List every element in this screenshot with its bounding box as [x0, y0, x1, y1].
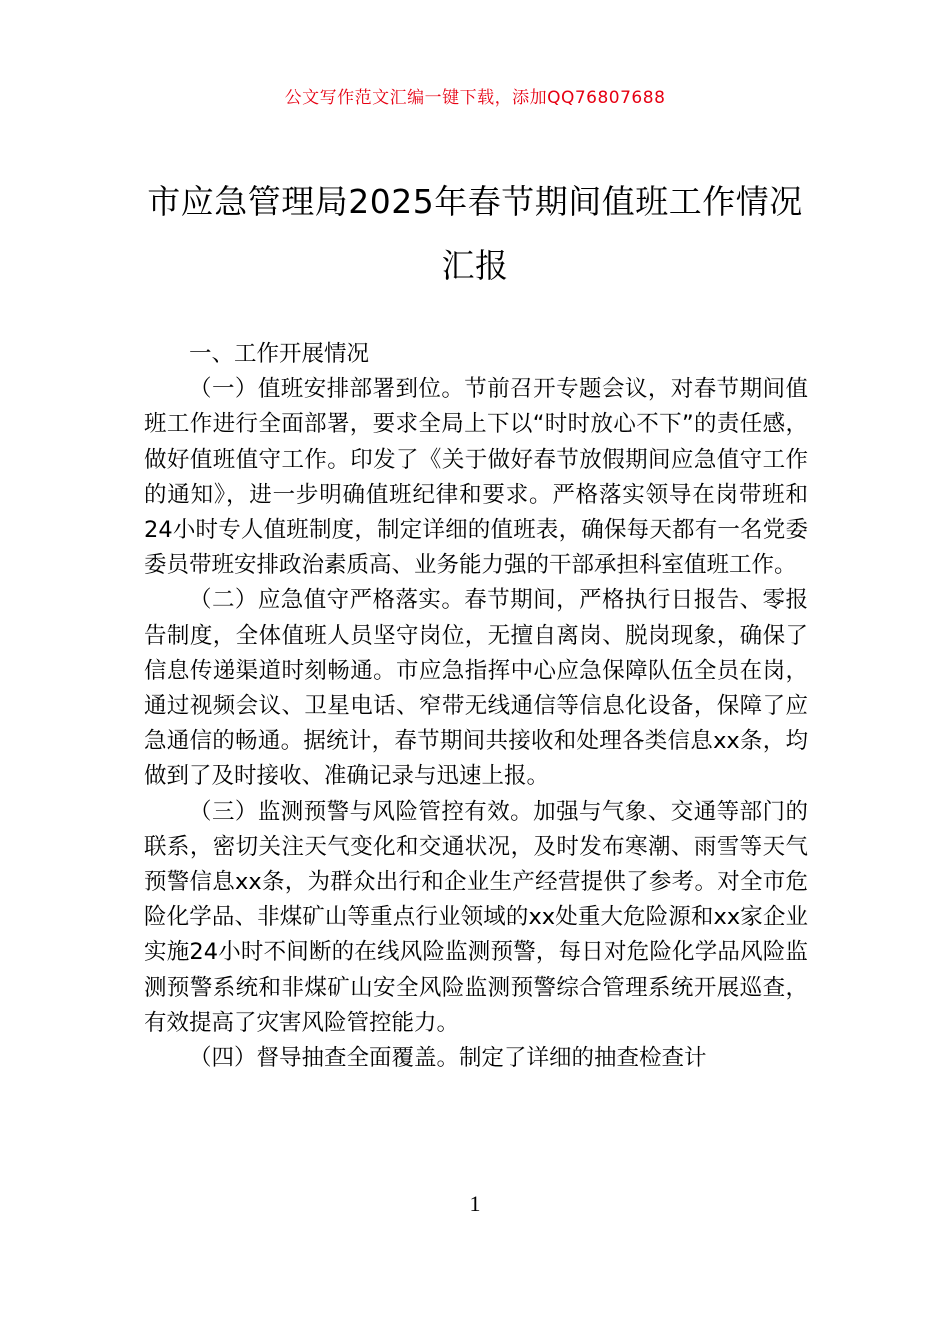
section-heading: 一、工作开展情况: [189, 341, 370, 367]
paragraph-4: （四）督导抽查全面覆盖。制定了详细的抽查检查计: [189, 1045, 707, 1072]
paragraph-1: （一）值班安排部署到位。节前召开专题会议，对春节期间值班工作进行全面部署，要求全局上下以“时时放心不下”的责任感，做好值班值守工作。印发了《关于做好春节放假期间应急值守工作的通知》，进一步明确值班纪律和要求。严格落实领导在岗带班和24小时专人值班制度，制定详细的值班表，确保每天都有一名党委委员带班安排政治素质高、业务能力强的干部承担科室值班工作。: [144, 376, 808, 579]
download-banner: 公文写作范文汇编一键下载，添加QQ76807688: [284, 88, 666, 108]
paragraph-2: （二）应急值守严格落实。春节期间，严格执行日报告、零报告制度，全体值班人员坚守岗位，无擅自离岗、脱岗现象，确保了信息传递渠道时刻畅通。市应急指挥中心应急保障队伍全员在岗，通过视频会议、卫星电话、窄带无线通信等信息化设备，保障了应急通信的畅通。据统计，春节期间共接收和处理各类信息xx条，均做到了及时接收、准确记录与迅速上报。: [144, 587, 808, 790]
document-body: [144, 337, 808, 1076]
document-title: 市应急管理局2025年春节期间值班工作情况汇报: [147, 182, 803, 285]
page-number: 1: [469, 1191, 481, 1216]
paragraph-3: （三）监测预警与风险管控有效。加强与气象、交通等部门的联系，密切关注天气变化和交通状况，及时发布寒潮、雨雪等天气预警信息xx条，为群众出行和企业生产经营提供了参考。对全市危险化学品、非煤矿山等重点行业领域的xx处重大危险源和xx家企业实施24小时不间断的在线风险监测预警，每日对危险化学品风险监测预警系统和非煤矿山安全风险监测预警综合管理系统开展巡查，有效提高了灾害风险管控能力。: [144, 798, 808, 1036]
